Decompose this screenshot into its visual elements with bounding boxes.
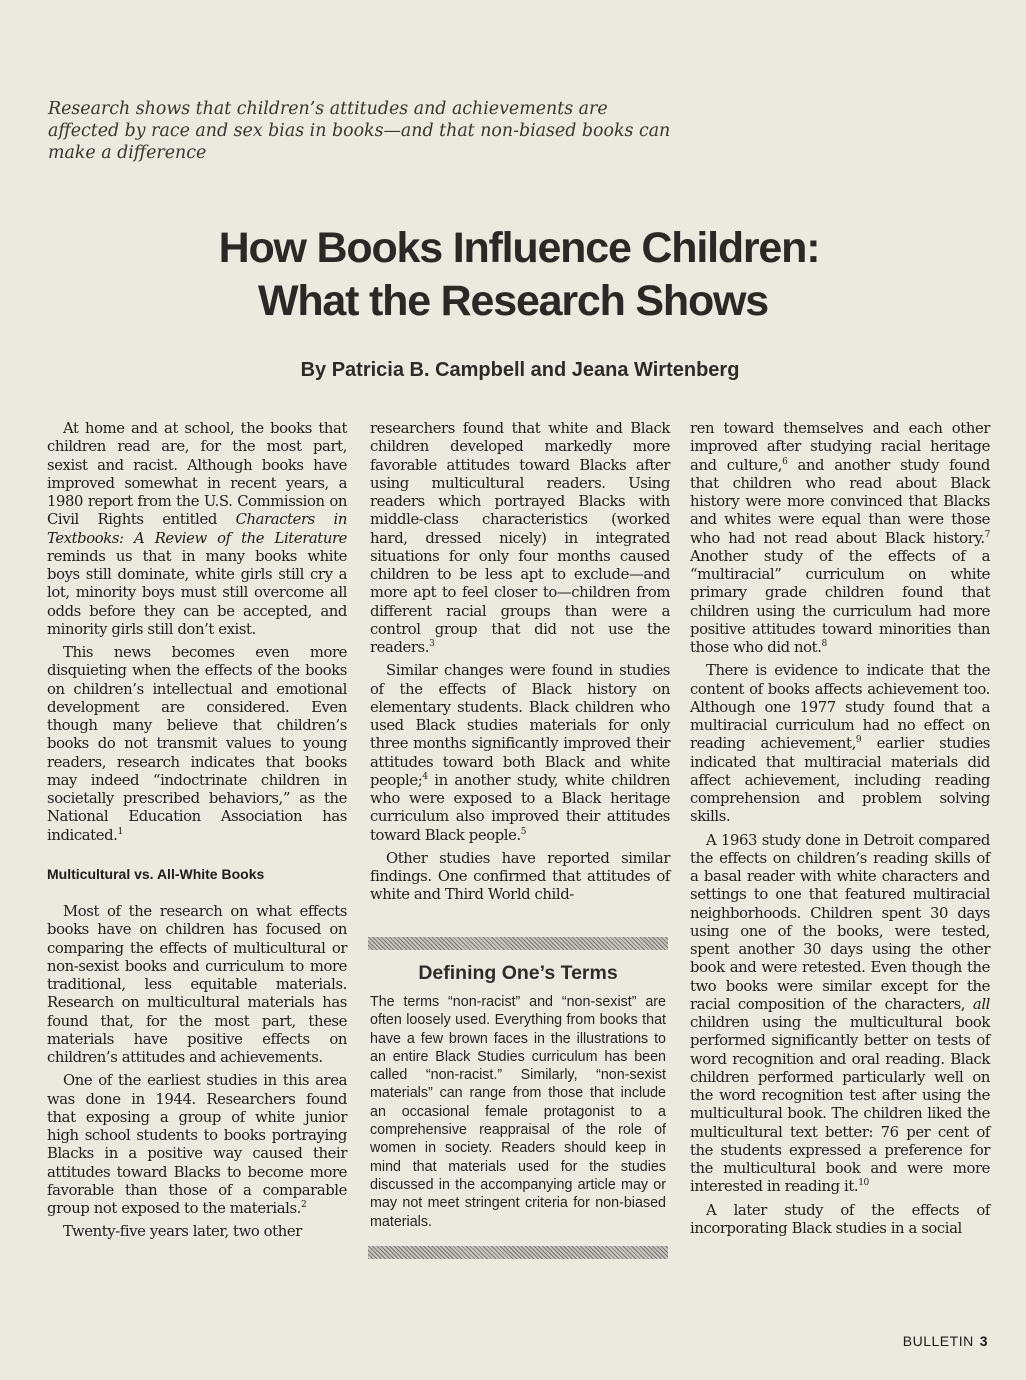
sidebar-text: The terms “non-racist” and “non-sexist” are often loosely used. Everything from books that have a few brown faces in the illustrations to an entire Black Studies curriculum has been called “non-racist.” Similarly, “non-sexist materials” can range from those that include an occasional female protagonist to a comprehensive reappraisal of the role of women in society. Readers should keep in mind that materials used for the studies discussed in the accompanying article may or may not meet stringent criteria for non-biased materials. — [370, 994, 666, 1230]
deck-line-3: make a difference — [48, 143, 207, 164]
footnote-ref: 2 — [300, 1200, 307, 1210]
deck-line-1: Research shows that children’s attitudes and achievements are — [48, 99, 608, 119]
byline: By Patricia B. Campbell and Jeana Wirtenberg — [300, 359, 740, 381]
column-3 — [690, 420, 990, 1243]
hatched-rule-top — [368, 937, 668, 950]
article-deck — [48, 98, 688, 165]
hatched-rule-bottom — [368, 1246, 668, 1259]
column-2 — [370, 420, 670, 910]
title-line-1: How Books Influence Children: — [218, 224, 820, 272]
paragraph: Similar changes were found in studies of the effects of Black history on elementary students. Black children who used Black studies materials for only three months significantly improved their attitudes toward both Black and white people;$^4$ in another study, white children who were exposed to a Black heritage curriculum also improved their attitudes toward Black people.$^5$ — [370, 662, 670, 844]
sidebar-box — [368, 937, 668, 1259]
paragraph: One of the earliest studies in this area was done in 1944. Researchers found that exposing a group of white junior high school students to books portraying Blacks in a positive way caused their attitudes toward Blacks to become more favorable than those of a comparable group not exposed to the materials.$^2$ — [47, 1072, 347, 1217]
footnote-ref: 1 — [117, 826, 123, 837]
paragraph: There is evidence to indicate that the content of books affects achievement too. Although one 1977 study found that a multiracial curriculum had no effect on reading achievement,$^9$ earlier studies indicated that multiracial materials did affect achievement, including reading comprehension and problem solving skills. — [690, 662, 991, 826]
title-line-2: What the Research Shows — [257, 277, 769, 325]
paragraph: A 1963 study done in Detroit compared the effects on children’s reading skills of a basal reader with white characters and settings to one that featured multiracial neighborhoods. Children spent 30 days using one of the books, were tested, spent another 30 days using the other book and were retested. Even though the two books were similar except for the racial composition of the characters, all children using the multicultural book performed significantly better on tests of word recognition and oral reading. Black children performed particularly well on the word recognition test after using the multicultural book. The children liked the multicultural text better: 76 per cent of the students expressed a preference for the multicultural book and were more interested in reading it.$^{10}$ — [690, 831, 990, 1196]
column-1 — [47, 420, 347, 1247]
section-heading: Multicultural vs. All-White Books — [47, 865, 265, 882]
page-footer — [903, 1333, 988, 1349]
footnote-ref: 4 — [422, 771, 428, 782]
page-number: 3 — [979, 1333, 988, 1349]
sidebar-title: Defining One’s Terms — [418, 962, 618, 984]
paragraph: ren toward themselves and each other improved after studying racial heritage and culture,$^6$ and another study found that children who read about Black history were more convinced that Blacks and whites were equal than were those who had not read about Black history.$^7$ Another study of the effects of a “multiracial” curriculum on white primary grade children found that children using the curriculum had more positive attitudes toward minorities than those who did not.$^8$ — [690, 420, 990, 656]
paragraph: Most of the research on what effects books have on children has focused on comparing the effects of multicultural or non-sexist books and curriculum to more traditional, less equitable materials. Research on multicultural materials has found that, for the most part, these materials have positive effects on children’s attitudes and achievements. — [47, 903, 347, 1066]
report-title: Characters in Textbooks: A Review of the Literature — [47, 511, 347, 547]
paragraph: Twenty-five years later, two other — [63, 1223, 302, 1241]
footnote-ref: 9 — [855, 735, 862, 746]
footnote-ref: 6 — [782, 456, 788, 467]
paragraph: A later study of the effects of incorporating Black studies in a social — [690, 1201, 990, 1237]
paragraph: At home and at school, the books that children read are, for the most part, sexist and racist. Although books have improved somewhat in recent years, a 1980 report from the U.S. Commission on Civil Rights entitled Characters in Textbooks: A Review of the Literature reminds us that in many books white boys still dominate, white girls still cry a lot, minority boys must still overcome all odds before they can be accepted, and minority girls still don’t exist. — [47, 420, 347, 638]
footnote-ref: 7 — [984, 529, 990, 540]
footnote-ref: 10 — [858, 1178, 869, 1189]
footnote-ref: 3 — [429, 639, 435, 649]
paragraph: This news becomes even more disquieting when the effects of the books on children’s intellectual and emotional development are considered. Even though many believe that children’s books do not transmit values to young readers, research indicates that books may indeed “indoctrinate children in societally prescribed behaviors,” as the National Education Association has indicated.$^1$ — [47, 644, 347, 844]
deck-line-2: affected by race and sex bias in books—and that non-biased books can — [48, 121, 671, 142]
footnote-ref: 5 — [520, 826, 527, 837]
paragraph: Other studies have reported similar findings. One confirmed that attitudes of white and Third World child- — [370, 849, 670, 904]
publication-name: BULLETIN — [902, 1333, 974, 1349]
paragraph: researchers found that white and Black children developed markedly more favorable attitudes toward Blacks after using multicultural readers. Using readers which portrayed Blacks with middle-class characteristics (worked hard, dressed nicely) in integrated situations for only four months caused children to be less apt to exclude—and more apt to feel closer to—children from different racial groups than were a control group that did not use the readers.$^3$ — [370, 420, 670, 656]
footnote-ref: 8 — [821, 639, 827, 649]
